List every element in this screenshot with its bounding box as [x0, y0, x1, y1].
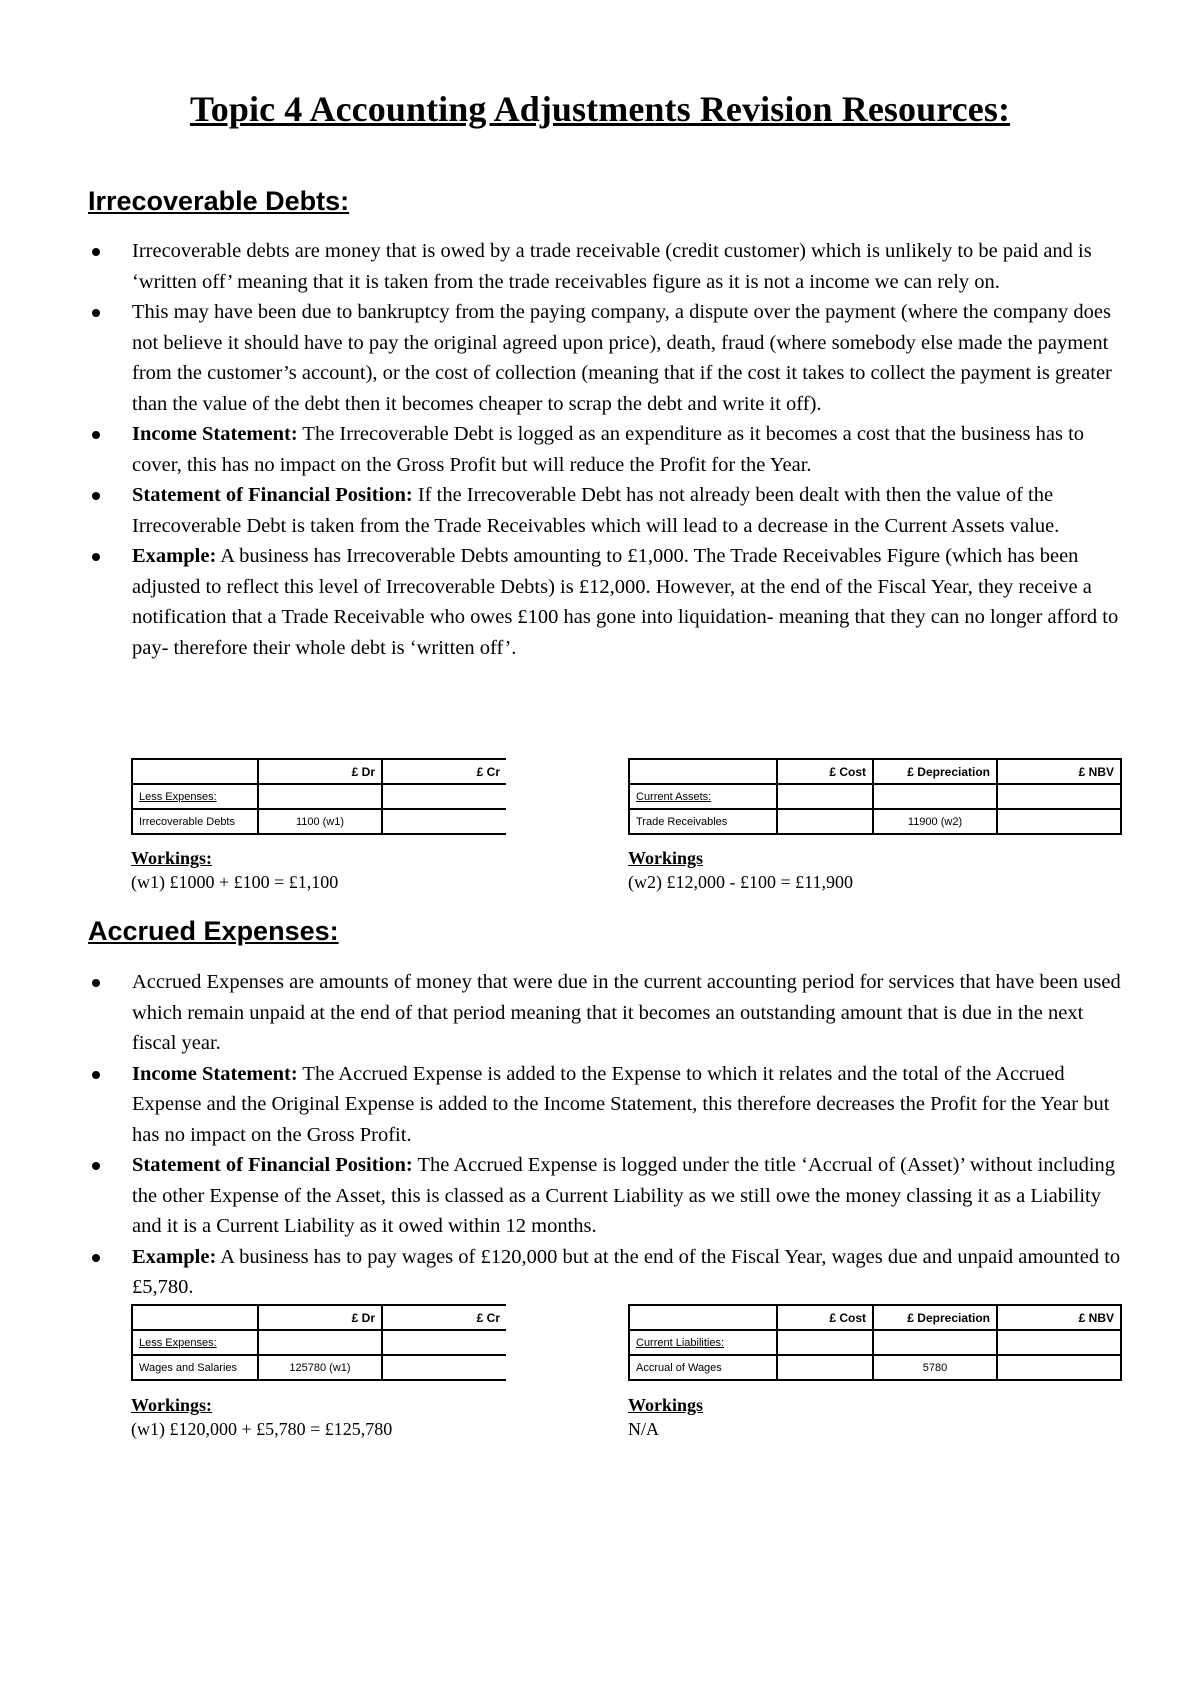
table-cell: Less Expenses: — [132, 1330, 258, 1355]
page-title: Topic 4 Accounting Adjustments Revision Resources: — [189, 89, 1011, 129]
table-cell: Current Liabilities: — [629, 1330, 777, 1355]
table-header: £ Dr — [258, 1305, 382, 1330]
irrecoverable-bullet-list — [88, 236, 1128, 663]
table-cell — [382, 1330, 506, 1355]
table-cell — [777, 809, 873, 834]
table-header: £ NBV — [997, 759, 1121, 784]
bullet-text: The Accrued Expense is logged under the title ‘Accrual of (Asset)’ without including the other Expense of the Asset, this is classed as a Current Liability as we still owe the money classing it as a Liability and it is a Current Liability as it owed within 12 months. — [132, 1154, 1116, 1237]
irrecoverable-income-table — [131, 758, 506, 835]
table-header: £ NBV — [997, 1305, 1121, 1330]
table-cell: 11900 (w2) — [873, 809, 997, 834]
accrued-left-workings — [131, 1393, 392, 1441]
workings-line: (w1) £1000 + £100 = £1,100 — [131, 872, 339, 892]
bullet-label: Statement of Financial Position: — [132, 1154, 413, 1176]
table-row — [629, 809, 1121, 834]
irrecoverable-right-workings — [628, 846, 853, 894]
irrecoverable-position-table — [628, 758, 1122, 835]
table-row — [132, 784, 506, 809]
table-row — [629, 1305, 1121, 1330]
accrued-position-table — [628, 1304, 1122, 1381]
bullet-icon — [92, 1071, 100, 1079]
bullet-label: Income Statement: — [132, 1062, 298, 1085]
bullet-item — [88, 1150, 1128, 1242]
bullet-item — [88, 1242, 1128, 1303]
bullet-label: Statement of Financial Position: — [132, 484, 413, 506]
table-row — [629, 1330, 1121, 1355]
workings-line: (w2) £12,000 - £100 = £11,900 — [628, 872, 853, 892]
bullet-icon — [92, 553, 100, 561]
bullet-text: This may have been due to bankruptcy from the paying company, a dispute over the payment (where the company does not believe it should have to pay the original agreed upon price), death, fraud (where somebody else made the payment from the customer’s account), or the cost of collection (meaning that if the cost it takes to collect the payment is greater than the value of the debt then it becomes cheaper to scrap the debt and write it off). — [132, 301, 1112, 415]
bullet-text: A business has to pay wages of £120,000 but at the end of the Fiscal Year, wages due and unpaid amounted to £5,780. — [132, 1245, 1121, 1298]
table-cell — [997, 1330, 1121, 1355]
table-cell — [382, 784, 506, 809]
bullet-text: A business has Irrecoverable Debts amounting to £1,000. The Trade Receivables Figure (which has been adjusted to reflect this level of Irrecoverable Debts) is £12,000. However, at the end of the Fiscal Year, they receive a notification that a Trade Receivable who owes £100 has gone into liquidation- meaning that they can no longer afford to pay- therefore their whole debt is ‘written off’. — [132, 545, 1119, 659]
bullet-icon — [92, 309, 100, 317]
bullet-item — [88, 236, 1128, 297]
bullet-item — [88, 297, 1128, 419]
accrued-income-table — [131, 1304, 506, 1381]
bullet-item — [88, 1059, 1128, 1151]
table-cell: 5780 — [873, 1355, 997, 1380]
table-cell — [382, 1355, 506, 1380]
bullet-icon — [92, 979, 100, 987]
table-cell — [132, 759, 258, 784]
bullet-item — [88, 419, 1128, 480]
bullet-label: Example: — [132, 1245, 217, 1268]
accrued-heading: Accrued Expenses: — [88, 916, 339, 946]
table-header: £ Depreciation — [873, 1305, 997, 1330]
irrecoverable-heading: Irrecoverable Debts: — [88, 186, 350, 216]
bullet-label: Income Statement: — [132, 423, 298, 445]
table-cell — [777, 1355, 873, 1380]
bullet-item — [88, 541, 1128, 663]
table-cell — [777, 784, 873, 809]
bullet-text: The Accrued Expense is added to the Expense to which it relates and the total of the Accrued Expense and the Original Expense is added to the Income Statement, this therefore decreases the Profit for the Year but has no impact on the Gross Profit. — [132, 1062, 1110, 1146]
table-header: £ Cost — [777, 759, 873, 784]
table-header: £ Dr — [258, 759, 382, 784]
table-cell — [382, 809, 506, 834]
accrued-right-workings — [628, 1393, 703, 1441]
bullet-text: If the Irrecoverable Debt has not already been dealt with then the value of the Irrecoverable Debt is taken from the Trade Receivables which will lead to a decrease in the Current Assets value. — [132, 484, 1060, 537]
workings-heading: Workings — [628, 1395, 704, 1415]
table-cell: Trade Receivables — [629, 809, 777, 834]
table-header: £ Cr — [382, 1305, 506, 1330]
workings-heading: Workings: — [131, 848, 213, 868]
accrued-bullet-list — [88, 967, 1128, 1303]
table-row — [132, 1330, 506, 1355]
table-cell — [997, 784, 1121, 809]
table-row — [132, 809, 506, 834]
table-cell: Less Expenses: — [132, 784, 258, 809]
bullet-text: Accrued Expenses are amounts of money that were due in the current accounting period for services that have been used which remain unpaid at the end of that period meaning that it becomes an outstanding amount that is due in the next fiscal year. — [132, 971, 1121, 1054]
bullet-item — [88, 967, 1128, 1059]
table-row — [132, 759, 506, 784]
table-cell: Irrecoverable Debts — [132, 809, 258, 834]
table-header: £ Depreciation — [873, 759, 997, 784]
table-cell — [629, 1305, 777, 1330]
bullet-icon — [92, 1254, 100, 1262]
table-cell: Wages and Salaries — [132, 1355, 258, 1380]
bullet-label: Example: — [132, 545, 217, 567]
table-row — [132, 1305, 506, 1330]
table-cell — [873, 784, 997, 809]
irrecoverable-left-workings — [131, 846, 338, 894]
workings-line: (w1) £120,000 + £5,780 = £125,780 — [131, 1419, 393, 1439]
table-row — [132, 1355, 506, 1380]
table-cell — [997, 809, 1121, 834]
workings-heading: Workings: — [131, 1395, 213, 1415]
bullet-item — [88, 480, 1128, 541]
workings-line: N/A — [628, 1419, 659, 1439]
table-cell: Accrual of Wages — [629, 1355, 777, 1380]
table-cell — [777, 1330, 873, 1355]
bullet-icon — [92, 1162, 100, 1170]
bullet-icon — [92, 492, 100, 500]
bullet-text: The Irrecoverable Debt is logged as an expenditure as it becomes a cost that the business has to cover, this has no impact on the Gross Profit but will reduce the Profit for the Year. — [132, 423, 1085, 476]
table-row — [629, 1355, 1121, 1380]
table-header: £ Cost — [777, 1305, 873, 1330]
table-cell: 125780 (w1) — [258, 1355, 382, 1380]
bullet-text: Irrecoverable debts are money that is owed by a trade receivable (credit customer) which is unlikely to be paid and is ‘written off’ meaning that it is taken from the trade receivables figure as it is not a income we can rely on. — [132, 240, 1092, 293]
table-cell — [629, 759, 777, 784]
table-row — [629, 784, 1121, 809]
workings-heading: Workings — [628, 848, 704, 868]
table-cell — [258, 1330, 382, 1355]
table-cell — [997, 1355, 1121, 1380]
table-header: £ Cr — [382, 759, 506, 784]
table-cell — [873, 1330, 997, 1355]
table-cell: 1100 (w1) — [258, 809, 382, 834]
table-row — [629, 759, 1121, 784]
table-cell — [258, 784, 382, 809]
bullet-icon — [92, 248, 100, 256]
table-cell — [132, 1305, 258, 1330]
table-cell: Current Assets: — [629, 784, 777, 809]
bullet-icon — [92, 431, 100, 439]
